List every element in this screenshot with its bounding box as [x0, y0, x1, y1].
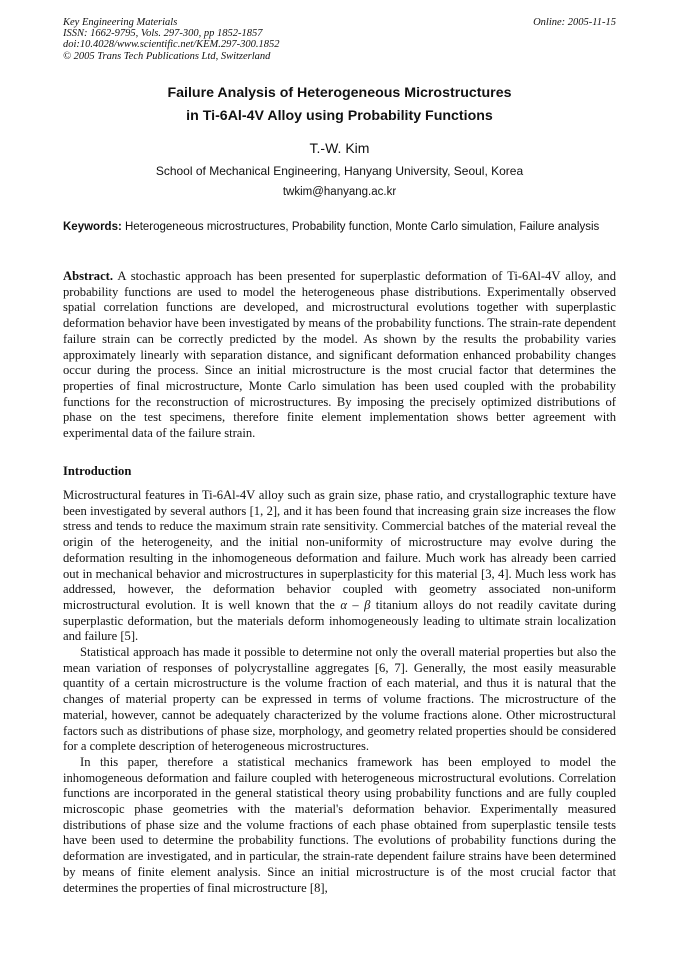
title-line-2: in Ti-6Al-4V Alloy using Probability Functions [186, 108, 493, 124]
journal-name: Key Engineering Materials [63, 17, 178, 28]
abstract-text: A stochastic approach has been presented for superplastic deformation of Ti-6Al-4V alloy, and probability functions are used to model the heterogeneous phase distributions. Experimentally observed spatial correlation functions are developed, and microstructural evolutions together with superplastic deformation behavior have been investigated by means of the probability functions. The strain-rate dependent failure strain can be correctly predicted by the model. As shown by the results the probability varies approximately linearly with separation distance, and significant deformation enhanced probability changes occur during the process. Since an initial microstructure is the most crucial factor that determines the properties of final microstructure, Monte Carlo simulation has been used coupled with the probability functions for the reconstruction of microstructures. By imposing the precisely optimized distributions of phase on the test specimens, therefore finite element implementation shows better agreement with experimental data of the failure strain. [63, 269, 617, 441]
author-email: twkim@hanyang.ac.kr [282, 186, 397, 198]
paper-title [63, 82, 616, 128]
introduction-heading: Introduction [63, 464, 132, 478]
copyright-line: © 2005 Trans Tech Publications Ltd, Switzerland [63, 50, 271, 62]
journal-header [63, 17, 616, 62]
abstract-block [63, 269, 616, 442]
keywords-block [63, 220, 616, 234]
title-line-1: Failure Analysis of Heterogeneous Microstructures [167, 85, 512, 101]
keywords-label: Keywords: [63, 221, 122, 233]
intro-p1-text-a: Microstructural features in Ti-6Al-4V alloy such as grain size, phase ratio, and crystallographic texture have been investigated by several authors [1, 2], and it has been found that increasing grain size increases the flow stress and tends to reduce the maximum strain rate sensitivity. Commercial batches of the material reveal the origin of the heterogeneity, and the initial non-uniformity of microstructure may evolve during the deformation resulting in the inhomogeneous deformation and failure. Much work has already been carried out in mechanical behavior and microstructures in superplasticity for this material [3, 4]. Much less work has addressed, however, the deformation behavior coupled with geometry associated non-uniform microstructural evolution. It is well known that the [63, 488, 616, 612]
online-date: Online: 2005-11-15 [533, 17, 616, 28]
intro-paragraph-3: In this paper, therefore a statistical mechanics framework has been employed to model the inhomogeneous deformation and failure coupled with heterogeneous microstructural evolutions. Correlation functions are incorporated in the general statistical theory using probability functions and are fully coupled microscopic phase geometries with the material's deformation behavior. Experimentally measured distributions of phase size and the volume fractions of each phase obtained from superplastic tensile tests have been used to determine the probability functions. The evolutions of probability functions during the deformation are investigated, and in particular, the strain-rate dependent failure strains have been determined by means of finite element analysis. Since an initial microstructure is of the most crucial factor that determines the properties of final microstructure [8], [63, 754, 616, 895]
alpha-beta-symbol: α – β [340, 597, 371, 612]
intro-p1-text-b: titanium alloys do not readily cavitate during superplastic deformation, but the materials deform inhomogeneously leading to ultimate strain localization and failure [5]. [63, 597, 617, 644]
author-name: T.-W. Kim [309, 140, 370, 156]
abstract-label: Abstract. [63, 269, 114, 283]
introduction-body [63, 488, 616, 896]
author-affiliation: School of Mechanical Engineering, Hanyang University, Seoul, Korea [155, 164, 524, 178]
intro-paragraph-1 [63, 488, 616, 645]
issn-line: ISSN: 1662-9795, Vols. 297-300, pp 1852-1857 [63, 28, 263, 40]
intro-paragraph-2: Statistical approach has made it possible to determine not only the overall material properties but also the mean variation of responses of polycrystalline aggregates [6, 7]. Generally, the most easily measurable quantity of a certain microstructure is the volume fraction of each material, and thus it is natural that the changes of material property can be expressed in terms of volume fractions. The microstructure of the material, however, cannot be adequately characterized by the volume fractions alone. Other microstructural factors such as distributions of phase size, morphology, and geometry related properties should be considered for a complete description of heterogeneous microstructures. [63, 645, 616, 754]
doi-line: doi:10.4028/www.scientific.net/KEM.297-300.1852 [63, 39, 280, 51]
keywords-text: Heterogeneous microstructures, Probability function, Monte Carlo simulation, Failure analysis [125, 221, 600, 233]
